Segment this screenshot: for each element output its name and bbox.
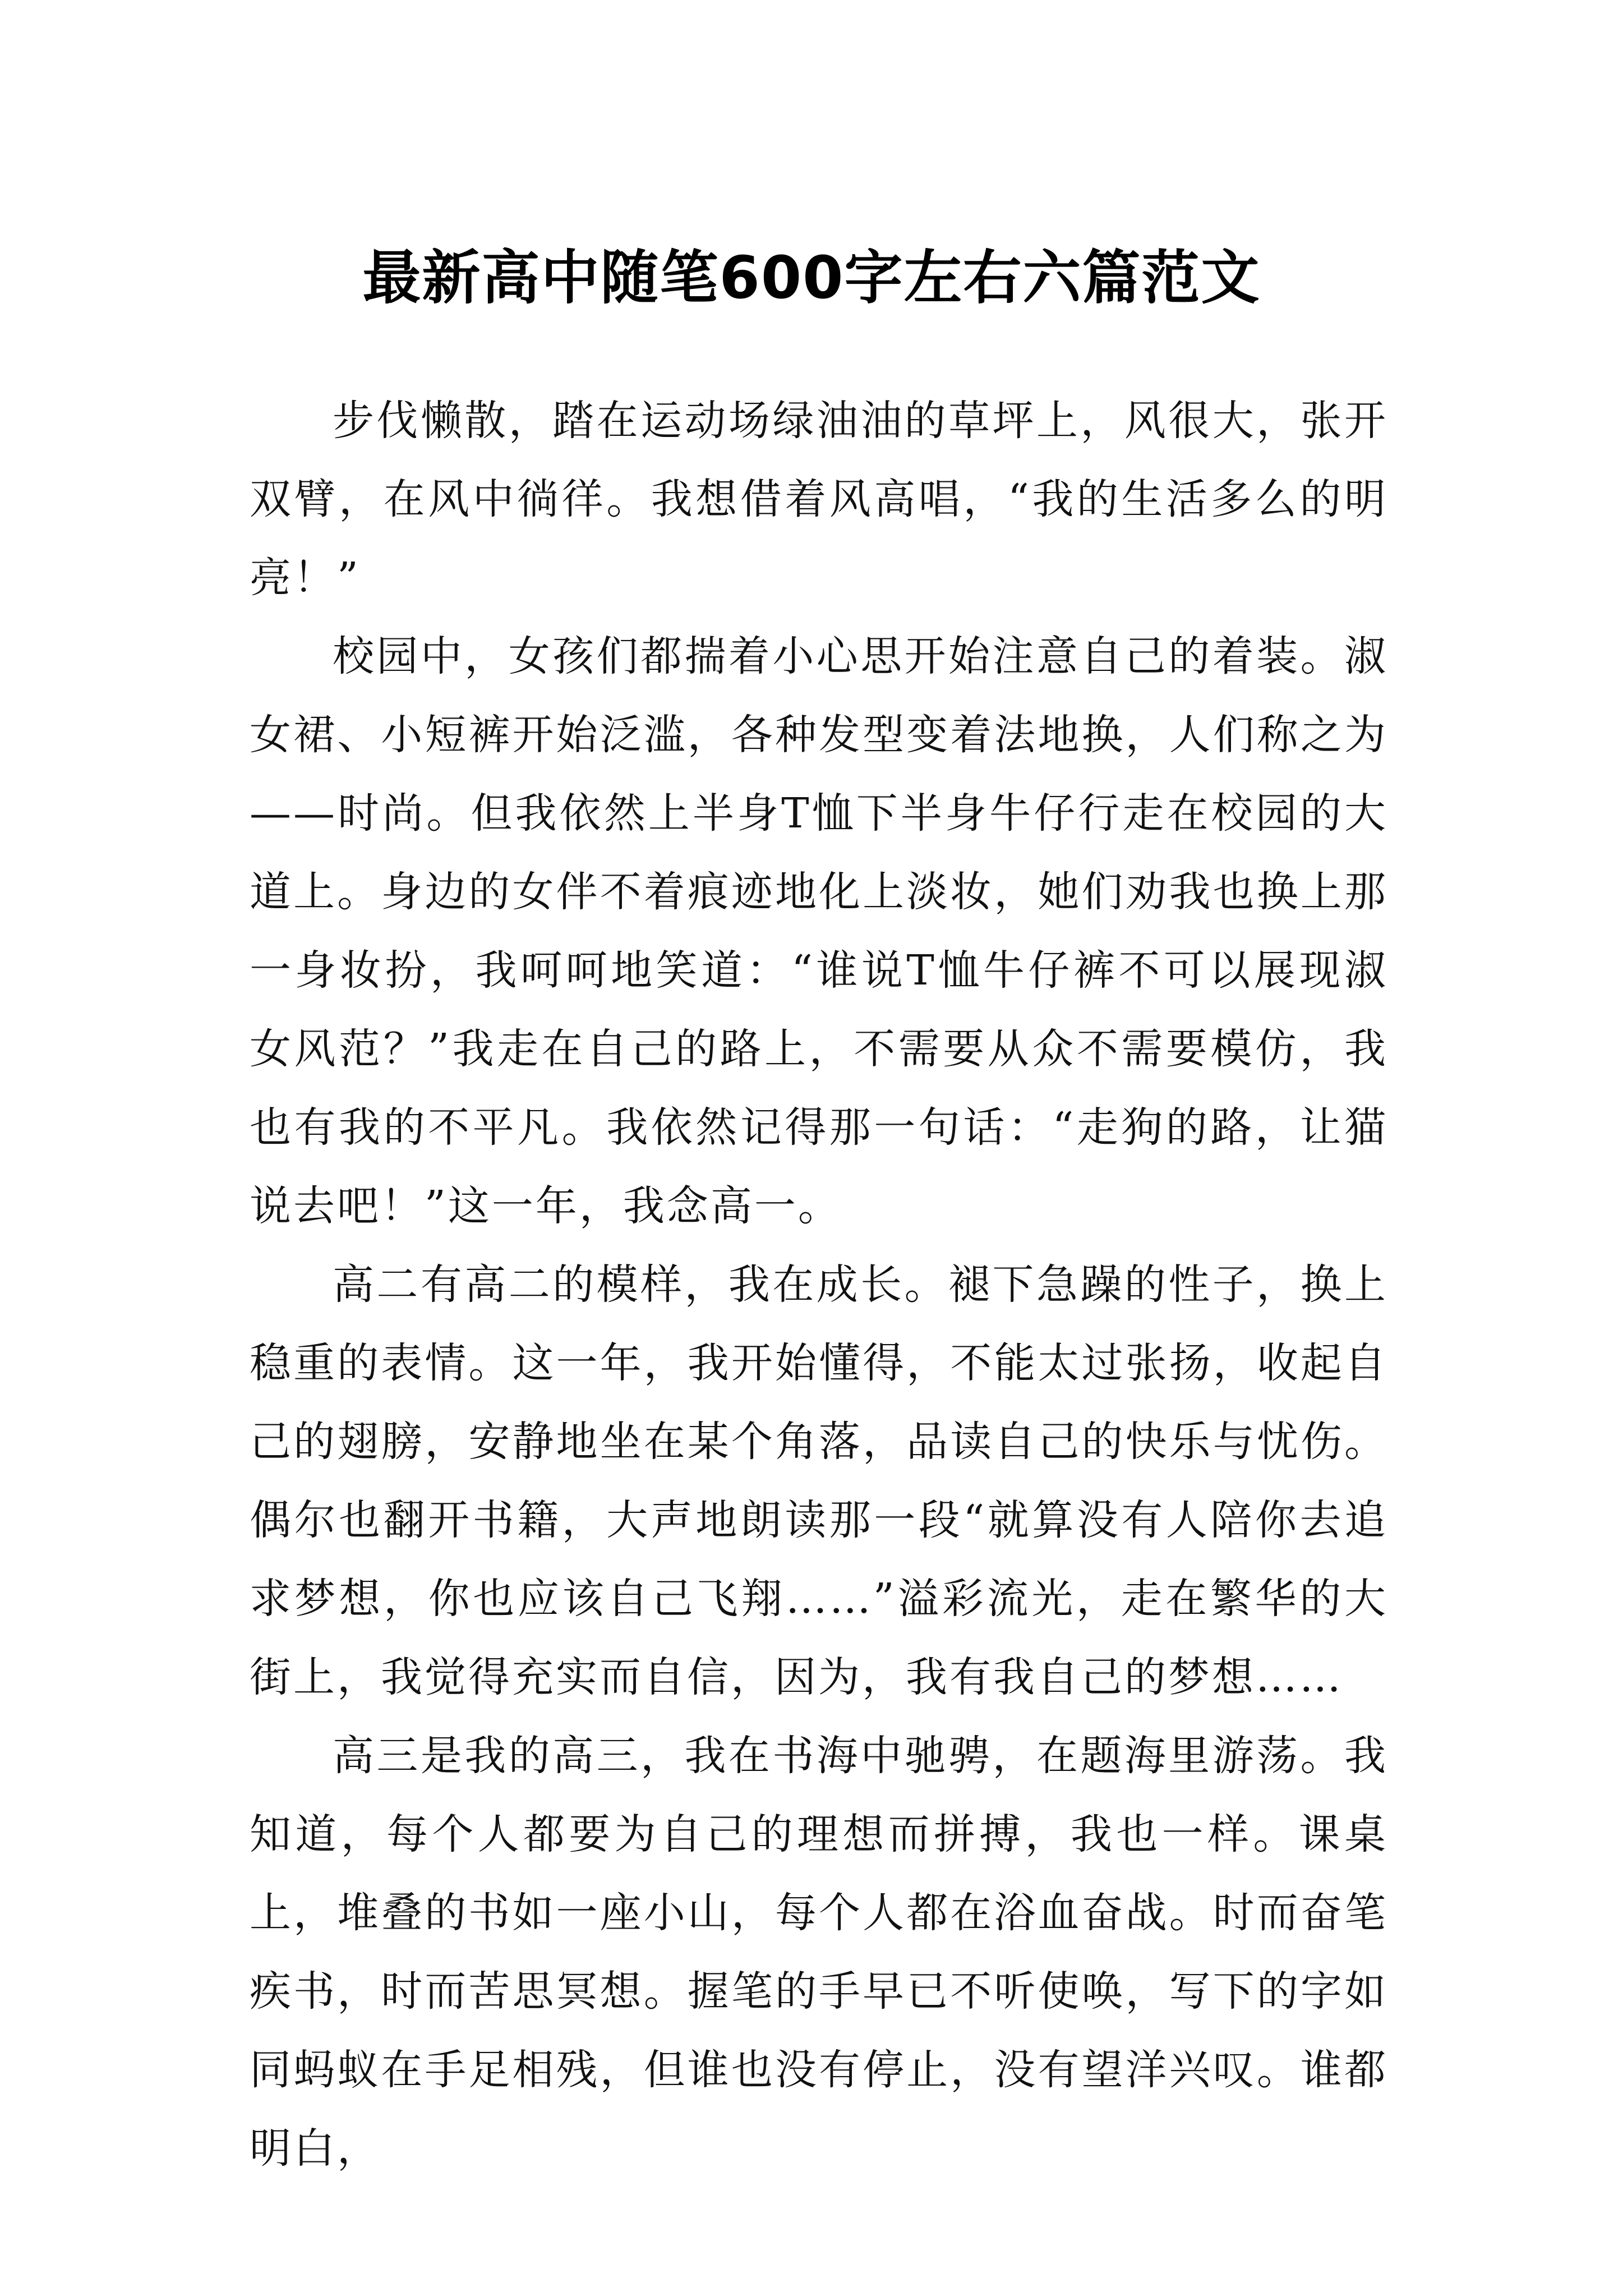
paragraph: 高二有高二的模样，我在成长。褪下急躁的性子，换上稳重的表情。这一年，我开始懂得，不能太过张扬，收起自己的翅膀，安静地坐在某个角落，品读自己的快乐与忧伤。偶尔也翻开书籍，大声地朗读那一段“就算没有人陪你去追求梦想，你也应该自己飞翔……”溢彩流光，走在繁华的大街上，我觉得充实而自信，因为，我有我自己的梦想……	[250, 1260, 1388, 1701]
document-title: 最新高中随笔600字左右六篇范文	[362, 243, 1261, 312]
paragraph: 高三是我的高三，我在书海中驰骋，在题海里游荡。我知道，每个人都要为自己的理想而拼搏，我也一样。课桌上，堆叠的书如一座小山，每个人都在浴血奋战。时而奋笔疾书，时而苦思冥想。握笔的手早已不听使唤，写下的字如同蚂蚁在手足相残，但谁也没有停止，没有望洋兴叹。谁都明白，	[250, 1732, 1388, 2173]
paragraph: 步伐懒散，踏在运动场绿油油的草坪上，风很大，张开双臂，在风中徜徉。我想借着风高唱，“我的生活多么的明亮！”	[250, 397, 1388, 602]
document-body	[250, 381, 1388, 2188]
paragraph: 校园中，女孩们都揣着小心思开始注意自己的着装。淑女裙、小短裤开始泛滥，各种发型变着法地换，人们称之为——时尚。但我依然上半身T恤下半身牛仔行走在校园的大道上。身边的女伴不着痕迹地化上淡妆，她们劝我也换上那一身妆扮，我呵呵地笑道：“谁说T恤牛仔裤不可以展现淑女风范？”我走在自己的路上，不需要从众不需要模仿，我也有我的不平凡。我依然记得那一句话：“走狗的路，让猫说去吧！”这一年，我念高一。	[250, 632, 1388, 1230]
